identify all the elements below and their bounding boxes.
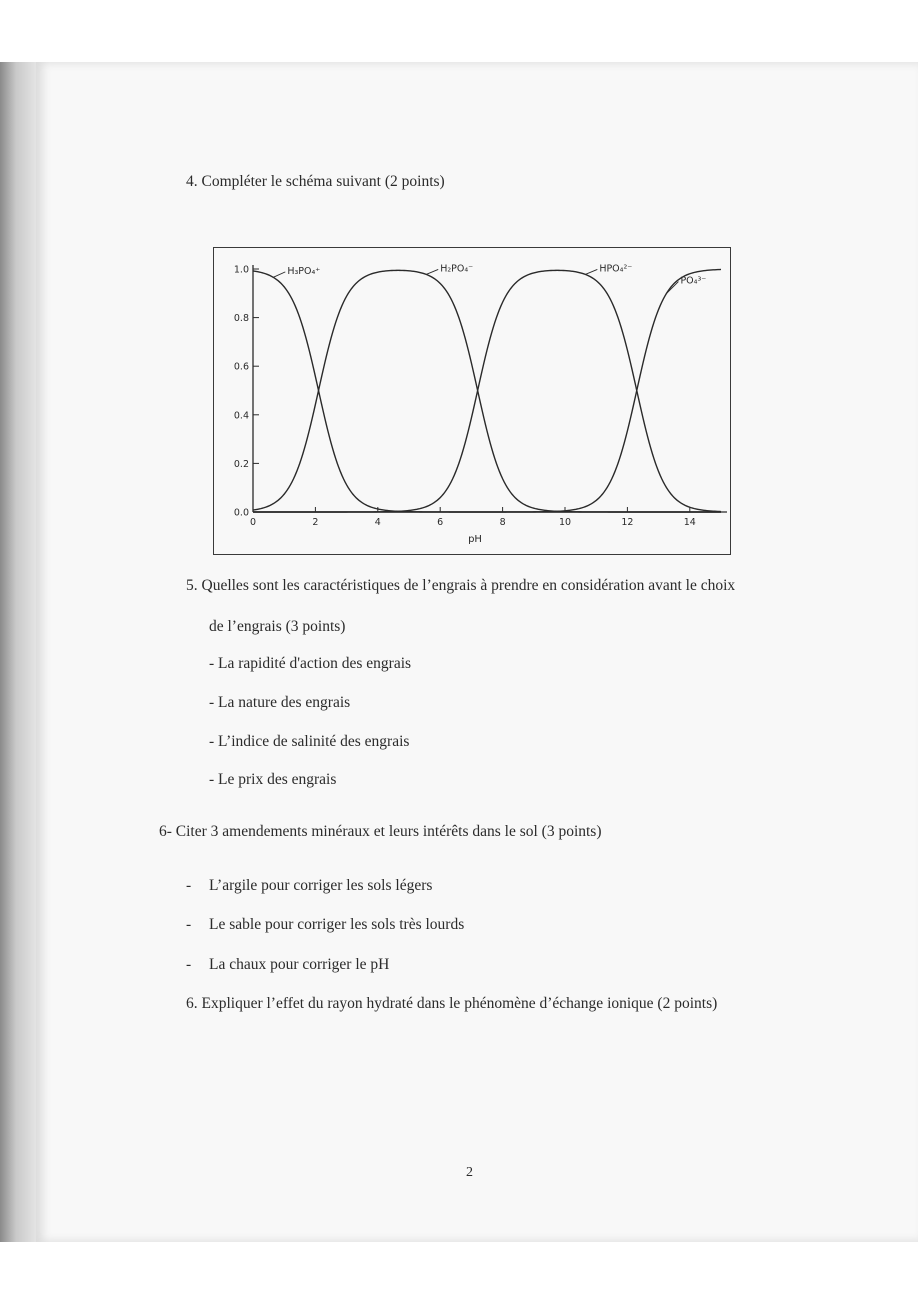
series-label-leader [585,269,597,274]
bullet-dash: - [186,916,192,933]
series-label: PO₄³⁻ [680,275,707,287]
question-5-line-1: 5. Quelles sont les caractéristiques de l’engrais à prendre en considération avant le choix [186,577,736,594]
scan-margin-left [0,62,40,1242]
question-5-line-2: de l’engrais (3 points) [209,618,346,635]
series-line-hpo4-2 [253,270,721,512]
bullet-dash: - [186,956,192,973]
question-4: 4. Compléter le schéma suivant (2 points) [186,173,445,190]
x-tick-label: 8 [499,517,506,528]
x-tick-label: 10 [558,517,572,528]
chart-frame [214,248,731,555]
series-line-h2po4 [253,270,721,512]
y-tick-label: 0.2 [233,458,249,470]
y-tick-label: 1.0 [233,264,249,276]
question-6: 6- Citer 3 amendements minéraux et leurs intérêts dans le sol (3 points) [159,823,602,840]
document-page [36,62,918,1242]
y-tick-label: 0.8 [233,313,249,325]
x-tick-label: 12 [621,517,634,528]
answer-5-item: - La rapidité d'action des engrais [209,655,412,672]
series-label-leader [273,272,285,277]
answer-5-item: - L’indice de salinité des engrais [209,733,410,750]
y-tick-label: 0.6 [233,361,249,373]
x-tick-label: 2 [312,517,319,528]
answer-6-item: L’argile pour corriger les sols légers [209,877,433,894]
scan-margin-bottom [0,1242,918,1299]
x-tick-label: 14 [683,517,696,528]
series-line-po4-3 [253,269,721,512]
bullet-dash: - [186,877,192,894]
answer-6-item: La chaux pour corriger le pH [209,956,390,973]
x-tick-label: 6 [437,517,444,528]
series-line-h3po4 [253,271,721,512]
x-tick-label: 4 [374,517,381,528]
series-label-leader [426,269,438,274]
series-label-leader [666,282,678,294]
series-label: HPO₄²⁻ [599,263,633,275]
y-tick-label: 0.4 [233,410,249,422]
question-6b: 6. Expliquer l’effet du rayon hydraté dans le phénomène d’échange ionique (2 points) [186,995,718,1012]
series-label: H₃PO₄⁺ [287,265,321,277]
phosphate-speciation-chart [213,247,731,555]
series-label: H₂PO₄⁻ [440,263,474,275]
chart-svg [213,247,731,555]
answer-6-item: Le sable pour corriger les sols très lourds [209,916,465,933]
x-axis-label: pH [468,534,482,545]
y-tick-label: 0.0 [233,507,249,519]
x-tick-label: 0 [249,517,257,528]
page-number: 2 [466,1165,473,1180]
answer-5-item: - La nature des engrais [209,694,351,711]
scan-margin-top [0,0,918,62]
answer-5-item: - Le prix des engrais [209,771,337,788]
